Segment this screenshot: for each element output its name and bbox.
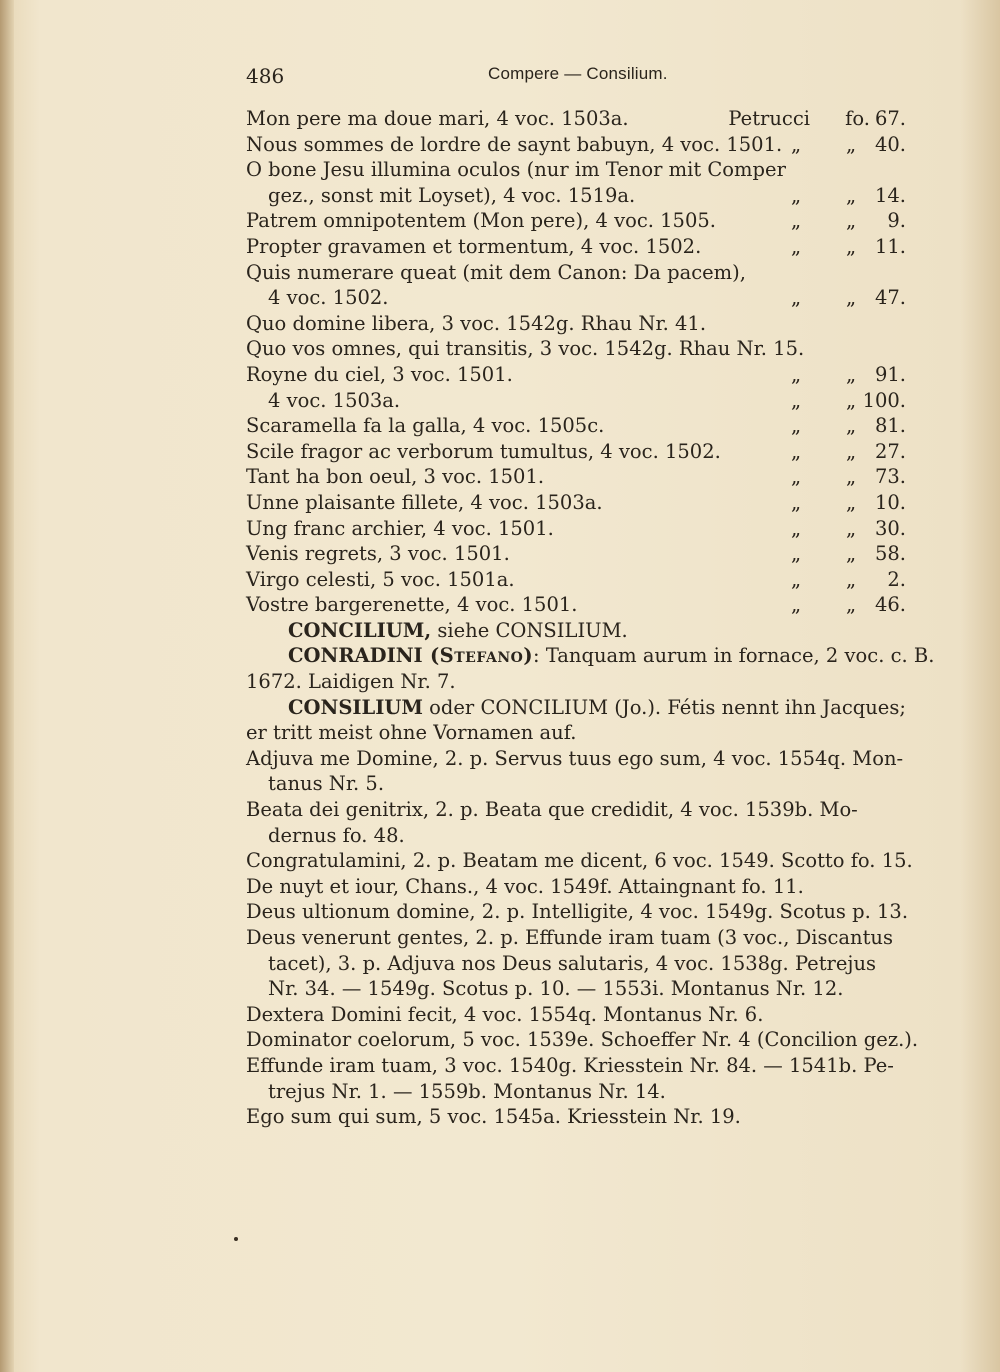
work-row — [246, 1002, 906, 1028]
entry-row — [246, 106, 906, 132]
entry-row — [246, 464, 906, 490]
folio-number: 40. — [874, 132, 906, 156]
folio-number: 14. — [874, 183, 906, 207]
entry-title: Ung franc archier, 4 voc. 1501. — [246, 516, 554, 540]
work-row — [246, 1027, 919, 1053]
work-title: Dextera Domini fecit, 4 voc. 1554q. Montanus Nr. 6. — [246, 1002, 764, 1026]
entry-title: Virgo celesti, 5 voc. 1501a. — [246, 567, 515, 591]
consilium-heading: CONSILIUM — [288, 695, 423, 719]
entry-row — [246, 311, 906, 337]
work-title: tacet), 3. p. Adjuva nos Deus salutaris, 4 voc. 1538g. Petrejus — [268, 951, 877, 975]
ditto-mark: „ — [791, 362, 802, 386]
entry-title: Unne plaisante fillete, 4 voc. 1503a. — [246, 490, 603, 514]
page-number: 486 — [246, 64, 285, 88]
work-row — [246, 899, 909, 925]
work-row — [246, 951, 906, 977]
work-title: Beata dei genitrix, 2. p. Beata que credidit, 4 voc. 1539b. Mo- — [246, 798, 858, 822]
work-row — [246, 1079, 906, 1105]
folio-number: 27. — [874, 439, 906, 463]
consilium-entry-cont — [246, 720, 906, 746]
ditto-mark: „ — [846, 183, 857, 207]
folio-number: 73. — [874, 465, 906, 489]
work-title: Ego sum qui sum, 5 voc. 1545a. Kriesstein Nr. 19. — [246, 1105, 741, 1129]
entry-row — [246, 413, 906, 439]
entry-row — [246, 285, 906, 311]
work-title: Congratulamini, 2. p. Beatam me dicent, 6 voc. 1549. Scotto fo. 15. — [246, 849, 913, 873]
ditto-mark: „ — [846, 542, 857, 566]
work-row — [246, 797, 906, 823]
work-title: Nr. 34. — 1549g. Scotus p. 10. — 1553i. Montanus Nr. 12. — [268, 977, 844, 1001]
entry-title: Scaramella fa la galla, 4 voc. 1505c. — [246, 414, 605, 438]
entry-row — [246, 183, 906, 209]
entry-row — [246, 362, 906, 388]
consilium-text: oder CONCILIUM (Jo.). Fétis nennt ihn Jacques; — [422, 695, 906, 719]
work-title: tanus Nr. 5. — [268, 772, 385, 796]
conradini-forename: (Stefano) — [422, 644, 534, 668]
work-row — [246, 925, 906, 951]
entry-title: gez., sonst mit Loyset), 4 voc. 1519a. — [268, 183, 636, 207]
entry-row — [246, 208, 906, 234]
ditto-mark: „ — [791, 286, 802, 310]
ditto-mark: „ — [791, 234, 802, 258]
ditto-mark: „ — [846, 286, 857, 310]
entry-row — [246, 490, 906, 516]
work-title: trejus Nr. 1. — 1559b. Montanus Nr. 14. — [268, 1079, 666, 1103]
ditto-mark: „ — [791, 465, 802, 489]
ditto-mark: „ — [791, 388, 802, 412]
folio-number: 58. — [874, 542, 906, 566]
concilium-heading: CONCILIUM, — [288, 618, 432, 642]
entry-title: Venis regrets, 3 voc. 1501. — [246, 542, 510, 566]
work-row — [246, 1053, 906, 1079]
ditto-mark: „ — [846, 362, 857, 386]
ditto-mark: „ — [791, 490, 802, 514]
folio-number: 46. — [874, 593, 906, 617]
ditto-mark: „ — [791, 567, 802, 591]
entry-source: Petrucci — [728, 107, 810, 130]
work-title: Adjuva me Domine, 2. p. Servus tuus ego sum, 4 voc. 1554q. Mon- — [246, 746, 904, 770]
conradini-line — [288, 643, 934, 669]
folio-number: 9. — [887, 209, 906, 233]
entry-fo: fo. — [845, 107, 870, 130]
consilium-line-2: er tritt meist ohne Vornamen auf. — [246, 721, 577, 745]
entry-row — [246, 132, 906, 158]
entry-title: Quo vos omnes, qui transitis, 3 voc. 1542g. Rhau Nr. 15. — [246, 337, 805, 361]
ditto-mark: „ — [791, 414, 802, 438]
text-body — [246, 106, 935, 1130]
entry-title: Patrem omnipotentem (Mon pere), 4 voc. 1505. — [246, 209, 716, 233]
ditto-mark: „ — [846, 490, 857, 514]
ink-speck — [234, 1237, 238, 1241]
concilium-text: siehe CONSILIUM. — [431, 618, 628, 642]
folio-number: 11. — [874, 234, 906, 258]
conradini-text: : Tanquam aurum in fornace, 2 voc. c. B. — [533, 644, 935, 668]
folio-number: 67. — [874, 107, 906, 130]
ditto-mark: „ — [846, 516, 857, 540]
ditto-mark: „ — [846, 593, 857, 617]
folio-number: 10. — [874, 490, 906, 514]
running-title: Compere — Consilium. — [488, 64, 668, 83]
work-title: De nuyt et iour, Chans., 4 voc. 1549f. Attaingnant fo. 11. — [246, 874, 804, 898]
entry-row — [246, 234, 906, 260]
work-title: Effunde iram tuam, 3 voc. 1540g. Kriesstein Nr. 84. — 1541b. Pe- — [246, 1053, 894, 1077]
entry-title: Mon pere ma doue mari, 4 voc. 1503a. — [246, 107, 629, 130]
conradini-heading: CONRADINI — [288, 644, 423, 668]
ditto-mark: „ — [846, 132, 857, 156]
entry-title: Tant ha bon oeul, 3 voc. 1501. — [246, 465, 545, 489]
ditto-mark: „ — [846, 567, 857, 591]
ditto-mark: „ — [791, 593, 802, 617]
work-row — [246, 746, 906, 772]
conradini-entry — [246, 643, 935, 669]
conradini-line-2: 1672. Laidigen Nr. 7. — [246, 670, 456, 694]
consilium-entry — [246, 695, 906, 721]
entry-title: Propter gravamen et tormentum, 4 voc. 1502. — [246, 234, 702, 258]
ditto-mark: „ — [791, 542, 802, 566]
ditto-mark: „ — [791, 516, 802, 540]
entry-row — [246, 388, 906, 414]
folio-number: 30. — [874, 516, 906, 540]
ditto-mark: „ — [846, 439, 857, 463]
ditto-mark: „ — [791, 132, 802, 156]
work-row — [246, 1104, 906, 1130]
work-row — [246, 823, 906, 849]
entry-row — [246, 592, 906, 618]
entry-title: Scile fragor ac verborum tumultus, 4 voc. 1502. — [246, 439, 721, 463]
conradini-entry-cont — [246, 669, 906, 695]
entry-row — [246, 260, 906, 286]
entry-title: 4 voc. 1503a. — [268, 388, 401, 412]
ditto-mark: „ — [846, 209, 857, 233]
entry-row — [246, 157, 906, 183]
work-title: dernus fo. 48. — [268, 823, 405, 847]
ditto-mark: „ — [791, 183, 802, 207]
entry-row — [246, 336, 906, 362]
ditto-mark: „ — [846, 414, 857, 438]
ditto-mark: „ — [846, 388, 857, 412]
entry-title: Quis numerare queat (mit dem Canon: Da pacem), — [246, 260, 746, 284]
entry-title: O bone Jesu illumina oculos (nur im Tenor mit Comper — [246, 158, 786, 182]
ditto-mark: „ — [791, 439, 802, 463]
entry-title: Vostre bargerenette, 4 voc. 1501. — [246, 593, 578, 617]
work-row — [246, 976, 906, 1002]
work-title: Deus ultionum domine, 2. p. Intelligite, 4 voc. 1549g. Scotus p. 13. — [246, 900, 909, 924]
entry-title: Quo domine libera, 3 voc. 1542g. Rhau Nr. 41. — [246, 311, 707, 335]
folio-number: 2. — [887, 567, 906, 591]
entry-title: Nous sommes de lordre de saynt babuyn, 4 voc. 1501. — [246, 132, 783, 156]
concilium-line — [288, 618, 628, 644]
folio-number: 81. — [874, 414, 906, 438]
work-row — [246, 874, 906, 900]
work-title: Dominator coelorum, 5 voc. 1539e. Schoeffer Nr. 4 (Concilion gez.). — [246, 1028, 919, 1052]
folio-number: 47. — [874, 286, 906, 310]
page-header — [246, 64, 906, 94]
work-row — [246, 848, 913, 874]
consilium-line — [288, 695, 906, 721]
entry-row — [246, 541, 906, 567]
cross-reference-concilium — [246, 618, 906, 644]
entry-row — [246, 516, 906, 542]
entry-row — [246, 567, 906, 593]
work-title: Deus venerunt gentes, 2. p. Effunde iram tuam (3 voc., Discantus — [246, 926, 893, 949]
entry-title: Royne du ciel, 3 voc. 1501. — [246, 362, 513, 386]
page-gutter-shadow — [0, 0, 14, 1372]
ditto-mark: „ — [846, 465, 857, 489]
folio-number: 100. — [862, 388, 906, 412]
entry-row — [246, 439, 906, 465]
folio-number: 91. — [874, 362, 906, 386]
entry-title: 4 voc. 1502. — [268, 286, 389, 310]
ditto-mark: „ — [846, 234, 857, 258]
ditto-mark: „ — [791, 209, 802, 233]
work-row — [246, 771, 906, 797]
